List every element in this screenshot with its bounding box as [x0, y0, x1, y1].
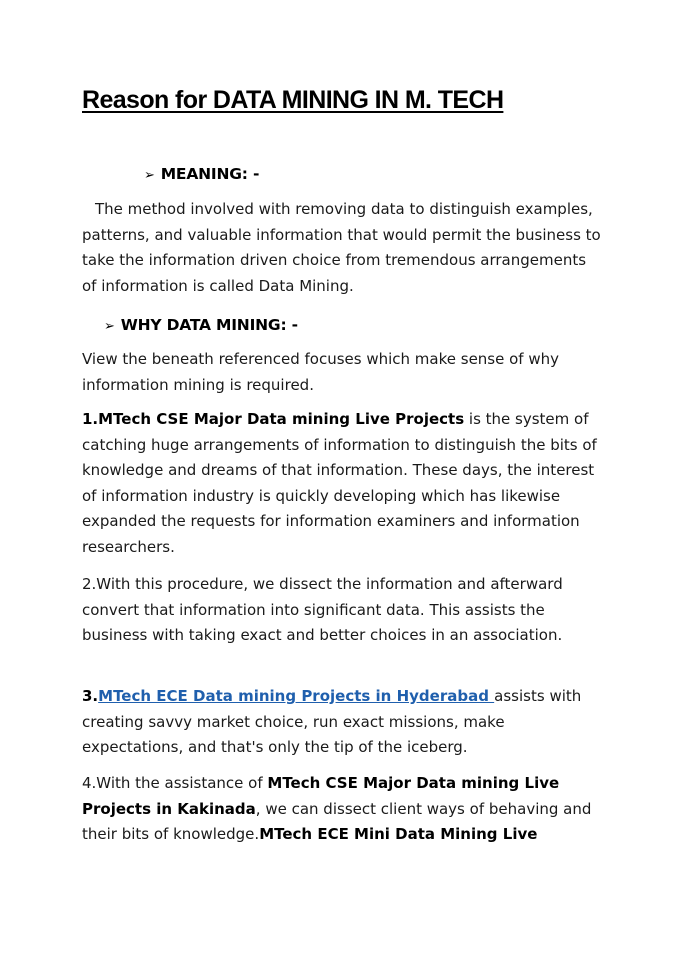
point-4-paragraph — [82, 771, 602, 848]
page-title: Reason for DATA MINING IN M. TECH — [82, 86, 504, 114]
why-paragraph: View the beneath referenced focuses which make sense of why information mining is required. — [82, 350, 559, 394]
point-4-bold-2: MTech ECE Mini Data Mining Live — [259, 825, 538, 844]
meaning-heading-label: MEANING: - — [160, 165, 260, 183]
meaning-paragraph: The method involved with removing data to distinguish examples, patterns, and valuable information that would permit the business to take the information driven choice from tremendous arrangements of information is called Data Mining. — [82, 200, 601, 295]
point-3-number: 3. — [82, 687, 99, 705]
hyderabad-projects-link[interactable]: MTech ECE Data mining Projects in Hyderabad — [98, 687, 495, 705]
point-1-bold: 1.MTech CSE Major Data mining Live Projects — [82, 410, 465, 428]
point-3-paragraph — [82, 684, 602, 761]
arrow-bullet-icon: ➢ — [104, 319, 115, 334]
point-4-bold-1: MTech CSE Major Data mining Live Projects in Kakinada — [82, 774, 560, 818]
why-heading-label: WHY DATA MINING: - — [120, 316, 298, 334]
point-1-paragraph — [82, 407, 602, 561]
point-1-text: is the system of catching huge arrangements of information to distinguish the bits of knowledge and dreams of that information. These days, the interest of information industry is quickly developing which has likewise expanded the requests for information examiners and information researchers. — [82, 410, 597, 556]
point-4-mid: , we can dissect client ways of behaving and their bits of knowledge. — [82, 799, 592, 844]
meaning-heading — [144, 165, 259, 183]
point-3-text: assists with creating savvy market choice, run exact missions, make expectations, and that's only the tip of the iceberg. — [82, 687, 582, 757]
arrow-bullet-icon: ➢ — [144, 168, 155, 183]
why-heading — [104, 316, 298, 334]
point-4-lead: 4.With the assistance of — [82, 774, 268, 792]
point-2-paragraph: 2.With this procedure, we dissect the information and afterward convert that information into significant data. This assists the business with taking exact and better choices in an association. — [82, 575, 563, 645]
